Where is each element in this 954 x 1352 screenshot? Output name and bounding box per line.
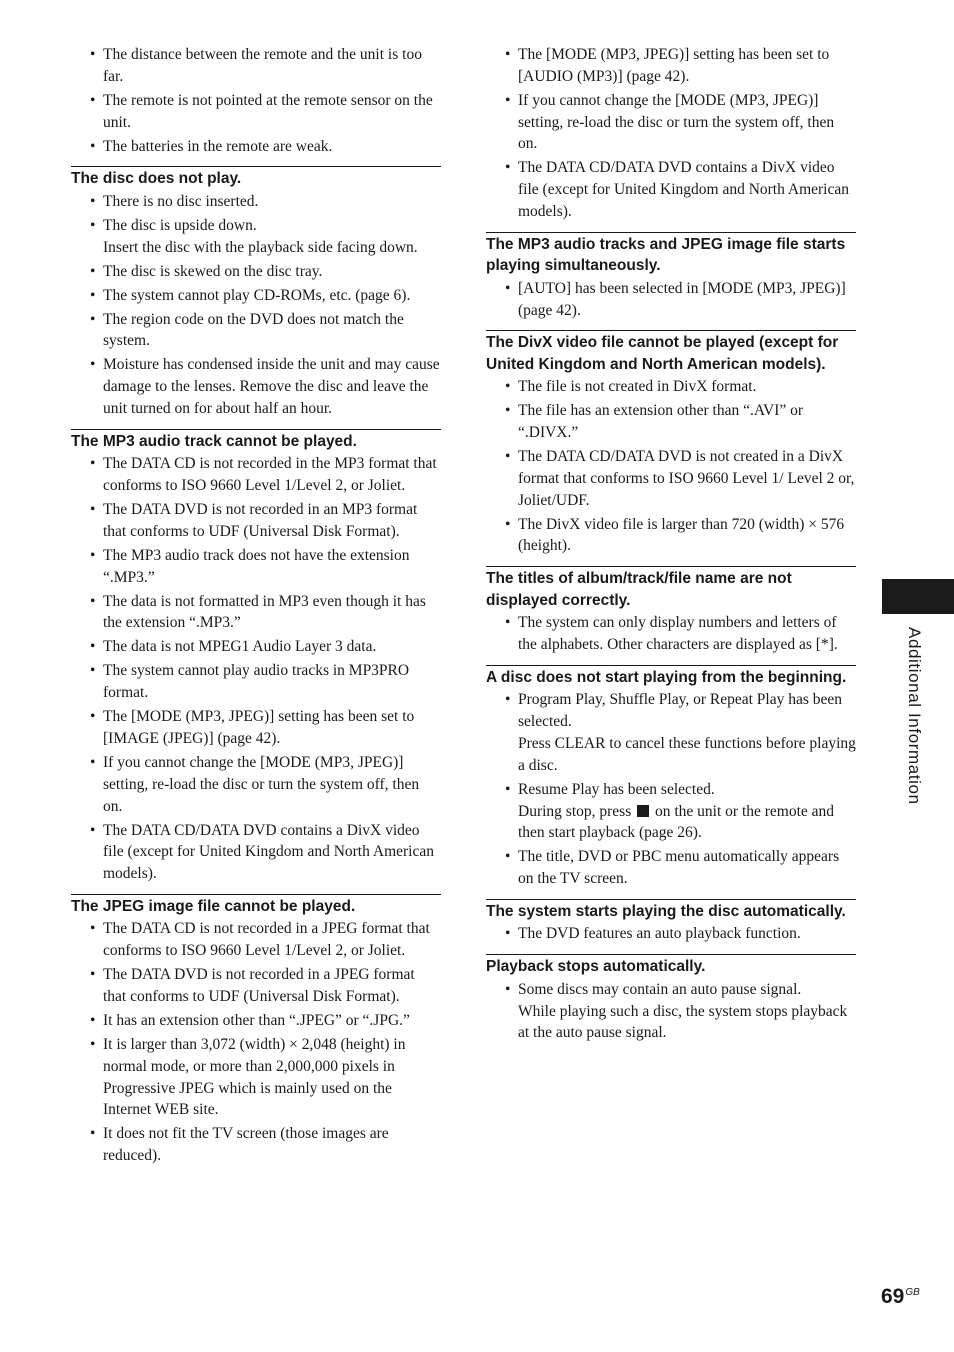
- list-item: [71, 44, 441, 88]
- troubleshooting-section: [486, 232, 856, 322]
- list-item: [71, 354, 441, 419]
- cause-list: [486, 612, 856, 656]
- cause-list: [486, 278, 856, 322]
- cause-list: [71, 191, 441, 420]
- cause-list: [486, 376, 856, 557]
- list-item: [71, 545, 441, 589]
- bullet-icon: •: [90, 546, 96, 564]
- bullet-icon: •: [90, 708, 96, 726]
- list-item-text: Resume Play has been selected. During stop, press on the unit or the remote and then start playback (page 26).: [518, 780, 835, 842]
- bullet-icon: •: [90, 1125, 96, 1143]
- bullet-icon: •: [90, 1035, 96, 1053]
- list-item: [71, 706, 441, 750]
- list-item-text: The DATA CD is not recorded in the MP3 format that conforms to ISO 9660 Level 1/Level 2, or Joliet.: [103, 455, 437, 495]
- troubleshooting-section: [486, 665, 856, 890]
- list-item: [486, 157, 856, 222]
- list-item: [486, 44, 856, 88]
- list-item: [486, 979, 856, 1044]
- troubleshooting-section: [71, 44, 441, 157]
- list-item-text: The DATA CD/DATA DVD is not created in a DivX format that conforms to ISO 9660 Level 1/ Level 2 or, Joliet/UDF.: [518, 448, 855, 509]
- list-item-text: The data is not MPEG1 Audio Layer 3 data.: [103, 638, 377, 656]
- list-item-text: The DivX video file is larger than 720 (width) × 576 (height).: [518, 515, 845, 555]
- bullet-icon: •: [90, 91, 96, 109]
- section-heading: The disc does not play.: [71, 170, 242, 188]
- list-item-text: [AUTO] has been selected in [MODE (MP3, JPEG)] (page 42).: [518, 279, 846, 319]
- section-heading: The MP3 audio track cannot be played.: [71, 432, 357, 450]
- section-tab: [882, 579, 954, 614]
- list-item: [71, 591, 441, 635]
- list-item-text: The disc is upside down. Insert the disc with the playback side facing down.: [103, 216, 418, 256]
- bullet-icon: •: [90, 455, 96, 473]
- bullet-icon: •: [90, 46, 96, 63]
- list-item-text: It has an extension other than “.JPEG” or “.JPG.”: [103, 1011, 410, 1029]
- bullet-icon: •: [505, 159, 511, 177]
- bullet-icon: •: [90, 920, 96, 938]
- left-column: [71, 44, 441, 1169]
- bullet-icon: •: [505, 448, 511, 466]
- cause-list: [486, 923, 856, 945]
- bullet-icon: •: [505, 614, 511, 632]
- list-item-text: The MP3 audio track does not have the extension “.MP3.”: [103, 546, 410, 586]
- list-item: [71, 1010, 441, 1032]
- list-item: [71, 964, 441, 1008]
- cause-list: [71, 44, 441, 157]
- list-item: [486, 446, 856, 511]
- troubleshooting-section: [486, 899, 856, 945]
- bullet-icon: •: [505, 46, 511, 63]
- list-item-text: The remote is not pointed at the remote sensor on the unit.: [103, 91, 433, 131]
- bullet-icon: •: [505, 780, 511, 798]
- list-item-text: Moisture has condensed inside the unit and may cause damage to the lenses. Remove the disc and leave the unit turned on for about half an hour.: [103, 356, 440, 417]
- list-item-text: It does not fit the TV screen (those images are reduced).: [103, 1125, 389, 1165]
- list-item: [486, 376, 856, 398]
- list-item: [71, 136, 441, 158]
- list-item-text: The DVD features an auto playback function.: [518, 925, 801, 943]
- list-item-text: The DATA CD is not recorded in a JPEG format that conforms to ISO 9660 Level 1/Level 2, or Joliet.: [103, 920, 430, 960]
- list-item: [486, 514, 856, 558]
- bullet-icon: •: [90, 753, 96, 771]
- bullet-icon: •: [90, 356, 96, 374]
- list-item-text: The data is not formatted in MP3 even though it has the extension “.MP3.”: [103, 592, 426, 632]
- section-tab-label: Additional Information: [905, 627, 924, 805]
- list-item-text: The file has an extension other than “.AVI” or “.DIVX.”: [518, 402, 804, 442]
- cause-list: [486, 979, 856, 1044]
- cause-list: [486, 44, 856, 223]
- list-item-text: The file is not created in DivX format.: [518, 378, 757, 396]
- list-item-text: The DATA DVD is not recorded in an MP3 format that conforms to UDF (Universal Disk Format).: [103, 501, 418, 540]
- list-item-text: The disc is skewed on the disc tray.: [103, 262, 323, 280]
- list-item-text: Some discs may contain an auto pause signal. While playing such a disc, the system stops playback at the auto pause signal.: [518, 980, 848, 1042]
- troubleshooting-section: [486, 954, 856, 1044]
- bullet-icon: •: [90, 192, 96, 210]
- list-item: [486, 400, 856, 444]
- bullet-icon: •: [505, 691, 511, 709]
- list-item-text: If you cannot change the [MODE (MP3, JPEG)] setting, re-load the disc or turn the system off, then on.: [103, 753, 420, 815]
- right-column: [486, 44, 856, 1046]
- bullet-icon: •: [505, 378, 511, 396]
- list-item-text: The title, DVD or PBC menu automatically appears on the TV screen.: [518, 848, 840, 888]
- list-item-text: The [MODE (MP3, JPEG)] setting has been set to [IMAGE (JPEG)] (page 42).: [103, 708, 415, 747]
- cause-list: [71, 918, 441, 1167]
- list-item: [71, 1123, 441, 1167]
- section-heading: Playback stops automatically.: [486, 958, 706, 976]
- list-item: [71, 820, 441, 885]
- troubleshooting-section: [486, 566, 856, 656]
- troubleshooting-section: [486, 44, 856, 223]
- bullet-icon: •: [90, 662, 96, 680]
- list-item: [71, 499, 441, 543]
- bullet-icon: •: [90, 638, 96, 656]
- list-item: [71, 636, 441, 658]
- list-item: [71, 309, 441, 353]
- bullet-icon: •: [90, 216, 96, 234]
- list-item-text: The system can only display numbers and letters of the alphabets. Other characters are displayed as [*].: [518, 614, 838, 654]
- list-item-text: It is larger than 3,072 (width) × 2,048 (height) in normal mode, or more than 2,000,000 pixels in Progressive JPEG which is mainly used on the Internet WEB site.: [103, 1035, 406, 1119]
- list-item: [486, 90, 856, 155]
- list-item: [71, 453, 441, 497]
- bullet-icon: •: [90, 286, 96, 304]
- stop-button-icon: [637, 805, 649, 817]
- bullet-icon: •: [90, 821, 96, 839]
- list-item: [486, 612, 856, 656]
- section-heading: The DivX video file cannot be played (except for United Kingdom and North American models).: [486, 334, 839, 373]
- bullet-icon: •: [90, 592, 96, 610]
- troubleshooting-section: [71, 894, 441, 1167]
- list-item-text: There is no disc inserted.: [103, 192, 259, 210]
- bullet-icon: •: [90, 310, 96, 328]
- troubleshooting-section: [71, 429, 441, 885]
- section-heading: A disc does not start playing from the beginning.: [486, 668, 847, 686]
- list-item-text: The system cannot play CD-ROMs, etc. (page 6).: [103, 286, 411, 304]
- list-item: [486, 846, 856, 890]
- list-item-text: The [MODE (MP3, JPEG)] setting has been set to [AUDIO (MP3)] (page 42).: [518, 46, 830, 85]
- section-heading: The MP3 audio tracks and JPEG image file starts playing simultaneously.: [486, 235, 846, 275]
- section-heading: The system starts playing the disc automatically.: [486, 902, 846, 920]
- list-item-text: The DATA DVD is not recorded in a JPEG format that conforms to UDF (Universal Disk Format).: [103, 966, 415, 1005]
- list-item: [486, 779, 856, 844]
- bullet-icon: •: [505, 515, 511, 533]
- list-item-text: If you cannot change the [MODE (MP3, JPEG)] setting, re-load the disc or turn the system off, then on.: [518, 91, 835, 153]
- list-item-text: Program Play, Shuffle Play, or Repeat Play has been selected. Press CLEAR to cancel these functions before playing a disc.: [518, 691, 856, 774]
- list-item-text: The region code on the DVD does not match the system.: [103, 310, 404, 350]
- bullet-icon: •: [505, 91, 511, 109]
- list-item-text: The batteries in the remote are weak.: [103, 137, 333, 155]
- list-item: [486, 689, 856, 776]
- bullet-icon: •: [505, 925, 511, 943]
- bullet-icon: •: [505, 402, 511, 420]
- cause-list: [71, 453, 441, 885]
- list-item: [71, 1034, 441, 1121]
- list-item-text: The system cannot play audio tracks in MP3PRO format.: [103, 662, 410, 702]
- bullet-icon: •: [90, 1011, 96, 1029]
- cause-list: [486, 689, 856, 890]
- list-item: [71, 285, 441, 307]
- list-item-text: The DATA CD/DATA DVD contains a DivX video file (except for United Kingdom and North American models).: [103, 821, 434, 883]
- list-item: [71, 660, 441, 704]
- list-item: [71, 90, 441, 134]
- list-item: [71, 215, 441, 259]
- troubleshooting-section: [486, 330, 856, 557]
- page-number-value: 69: [881, 1285, 905, 1308]
- list-item: [71, 918, 441, 962]
- bullet-icon: •: [505, 980, 511, 998]
- list-item: [71, 261, 441, 283]
- bullet-icon: •: [90, 501, 96, 519]
- bullet-icon: •: [90, 137, 96, 155]
- bullet-icon: •: [90, 262, 96, 280]
- troubleshooting-section: [71, 166, 441, 419]
- list-item: [71, 191, 441, 213]
- page-number: [881, 1285, 920, 1309]
- bullet-icon: •: [505, 848, 511, 866]
- list-item: [486, 923, 856, 945]
- bullet-icon: •: [90, 966, 96, 984]
- list-item-text: The DATA CD/DATA DVD contains a DivX video file (except for United Kingdom and North American models).: [518, 159, 849, 220]
- section-heading: The titles of album/track/file name are not displayed correctly.: [486, 570, 792, 609]
- section-heading: The JPEG image file cannot be played.: [71, 897, 356, 915]
- page-number-suffix: GB: [905, 1287, 920, 1298]
- list-item: [71, 752, 441, 817]
- list-item-text: The distance between the remote and the unit is too far.: [103, 46, 422, 85]
- list-item: [486, 278, 856, 322]
- bullet-icon: •: [505, 279, 511, 297]
